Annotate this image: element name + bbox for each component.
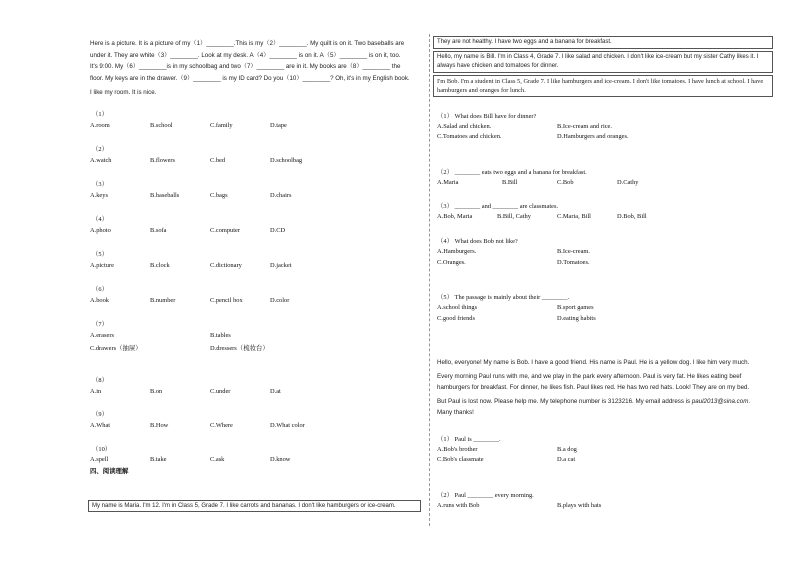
passage-line — [437, 396, 777, 408]
option-b: B.baseballs — [150, 192, 180, 199]
option-b: B.take — [150, 456, 167, 463]
option-d: D.Cathy — [617, 179, 639, 186]
question-stem: （4） What does Bob not like? — [437, 238, 518, 245]
question-number: （6） — [92, 286, 108, 293]
passage-box-maria: My name is Maria. I'm 12. I'm in Class 5, Grade 7. I like carrots and bananas. I don't like hamburgers or ice-cream. — [88, 500, 421, 512]
option-d: D.CD — [270, 227, 286, 234]
option-b: B.tables — [210, 332, 231, 339]
option-c: C.Where — [210, 422, 233, 429]
question-number: （3） — [92, 181, 108, 188]
option-b: B.Ice-cream. — [557, 248, 590, 255]
option-a: A.What — [90, 422, 111, 429]
option-a: A.erasers — [90, 332, 114, 339]
option-a: A.Bob's brother — [437, 446, 478, 453]
option-d: D.color — [270, 297, 290, 304]
cloze-passage — [90, 38, 422, 99]
option-c: C.dictionary — [210, 262, 242, 269]
option-a: A.Salad and chicken. — [437, 123, 492, 130]
option-d: D.at — [270, 388, 281, 395]
option-a: A.book — [90, 297, 109, 304]
option-a: A.picture — [90, 262, 114, 269]
option-b: B.Bill — [502, 179, 518, 186]
option-b: B.sofa — [150, 227, 167, 234]
passage-text: But Paul is lost now. Please help me. My telephone number is 3123216. My email address is — [437, 397, 692, 405]
option-a: A.photo — [90, 227, 111, 234]
option-d: D.Hamburgers and oranges. — [557, 133, 629, 140]
option-a: A.runs with Bob — [437, 502, 480, 509]
question-stem: （1） What does Bill have for dinner? — [437, 113, 537, 120]
option-d: D.eating habits — [557, 315, 596, 322]
option-c: C.Maria, Bill — [557, 213, 591, 220]
option-b: B.sport games — [557, 304, 594, 311]
question-number: （9） — [92, 411, 108, 418]
option-b: B.flowers — [150, 157, 176, 164]
option-c: C.ask — [210, 456, 225, 463]
question-stem: （1） Paul is ________. — [437, 436, 501, 443]
option-b: B.How — [150, 422, 169, 429]
passage-text: . — [748, 397, 751, 405]
option-c: C.Bob — [557, 179, 574, 186]
passage-box-bob: I'm Bob. I'm a student in Class 5, Grade 7. I like hamburgers and ice-cream. I don't like tomatoes. I have lunch at school. I have hamburgers and oranges for lunch. — [433, 75, 773, 97]
question-stem: （5） The passage is mainly about their ________. — [437, 294, 570, 301]
passage-paul — [437, 357, 777, 419]
option-a: A.Maria — [437, 179, 459, 186]
option-c: C.good friends — [437, 315, 475, 322]
passage-line: It's 9:00. My（6）________is in my schoolbag and two（7）________ are in it. My books are（8）________ the — [90, 63, 401, 70]
option-c: C.Tomatoes and chicken. — [437, 133, 502, 140]
passage-line: I like my room. It is nice. — [90, 89, 157, 96]
passage-line: Here is a picture. It is a picture of my（1）________.This is my（2）________. My quilt is on it. Two baseballs are — [90, 40, 405, 47]
passage-line: hamburgers for breakfast. For dinner, he likes fish. Paul likes red. He has two red hats. Look! They are on my bed. — [437, 384, 750, 391]
question-stem: （2） Paul ________ every morning. — [437, 492, 534, 499]
option-d: D.dressers（梳妆台） — [210, 345, 269, 352]
passage-line: under it. They are white（3）________. Look at my desk. A（4）________ is on it. A（5）________ is on it, too. — [90, 51, 401, 59]
option-a: A.spell — [90, 456, 109, 463]
option-b: B.plays with hats — [557, 502, 602, 509]
passage-box-bill: Hello, my name is Bill. I'm in Class 4, Grade 7. I like salad and chicken. I don't like ice-cream but my sister Cathy likes it. I always have chicken and tomatoes for dinner. — [433, 51, 773, 73]
option-b: B.clock — [150, 262, 170, 269]
question-stem: （3） ________ and ________ are classmates. — [437, 203, 559, 210]
option-b: B.number — [150, 297, 176, 304]
option-c: C.family — [210, 122, 233, 129]
option-c: C.Oranges. — [437, 259, 466, 266]
option-c: C.under — [210, 388, 231, 395]
passage-line: floor. My keys are in the drawer.（9）________ is my ID card? Do you（10）________? Oh, it's in my English book. — [90, 74, 410, 82]
question-number: （8） — [92, 377, 108, 384]
section-title: 四、阅读理解 — [90, 468, 129, 475]
question-number: （7） — [92, 321, 108, 328]
option-b: B.Ice-cream and rice. — [557, 123, 612, 130]
passage-box-row: They are not healthy. I have two eggs and a banana for breakfast. — [433, 36, 773, 49]
option-a: A.Hamburgers. — [437, 248, 477, 255]
option-d: D.tape — [270, 122, 287, 129]
option-d: D.What color — [270, 422, 305, 429]
option-d: D.Tomatoes. — [557, 259, 590, 266]
option-c: C.drawers（抽屉） — [90, 345, 142, 352]
question-number: （1） — [92, 111, 108, 118]
passage-line: Every morning Paul runs with me, and we play in the park every afternoon. Paul is very fat. He likes eating beef — [437, 372, 742, 380]
option-c: C.pencil box — [210, 297, 243, 304]
option-a: A.school things — [437, 304, 478, 311]
option-a: A.room — [90, 122, 110, 129]
option-c: C.bed — [210, 157, 226, 164]
option-d: D.know — [270, 456, 291, 463]
question-number: （10） — [92, 446, 112, 453]
option-d: D.jacket — [270, 262, 292, 269]
option-d: D.schoolbag — [270, 157, 303, 164]
email-address: paul2013@sina.com — [691, 397, 749, 405]
option-a: A.Bob, Maria — [437, 213, 473, 220]
question-number: （4） — [92, 216, 108, 223]
option-b: B.school — [150, 122, 173, 129]
option-d: D.Bob, Bill — [617, 213, 647, 220]
column-divider — [429, 34, 430, 526]
question-stem: （2） ________ eats two eggs and a banana for breakfast. — [437, 169, 587, 176]
option-d: D.a cat — [557, 456, 576, 463]
option-c: C.Bob's classmate — [437, 456, 484, 463]
option-b: B.Bill, Cathy — [497, 213, 531, 220]
option-a: A.in — [90, 388, 102, 395]
option-c: C.bags — [210, 192, 228, 199]
option-d: D.chairs — [270, 192, 292, 199]
option-a: A.keys — [90, 192, 108, 199]
passage-line: Hello, everyone! My name is Bob. I have a good friend. His name is Paul. He is a yellow dog. I like him very much. — [437, 359, 750, 366]
option-b: B.a dog — [557, 446, 577, 453]
option-a: A.watch — [90, 157, 112, 164]
question-number: （2） — [92, 146, 108, 153]
option-c: C.computer — [210, 227, 240, 234]
passage-line: Many thanks! — [437, 409, 474, 416]
question-number: （5） — [92, 251, 108, 258]
option-b: B.on — [150, 388, 163, 395]
